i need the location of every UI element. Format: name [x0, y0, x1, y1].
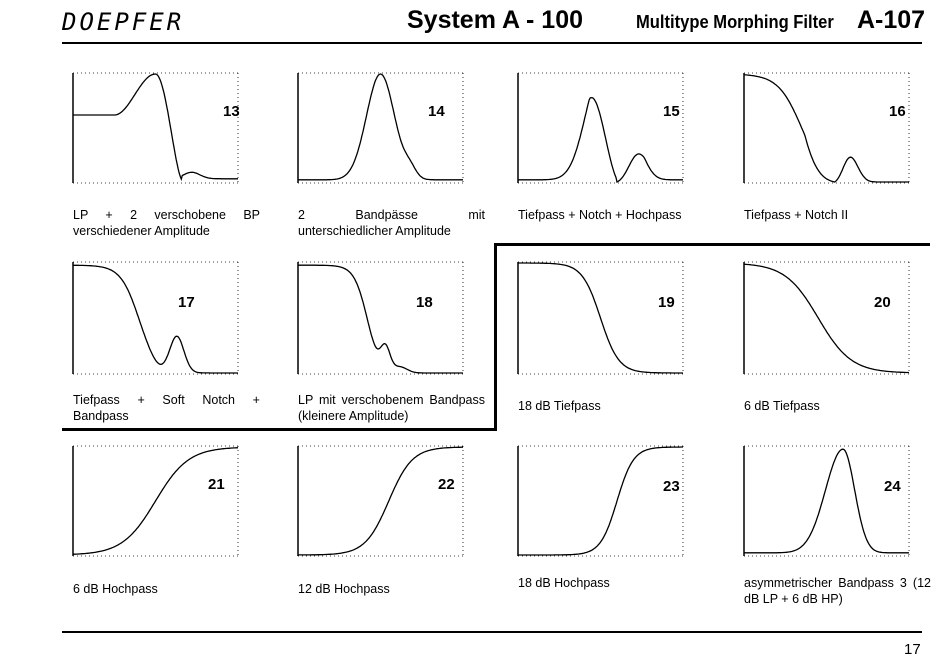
- panel-number: 17: [178, 294, 195, 311]
- panel-number: 18: [416, 294, 433, 311]
- brand-logo: DOEPFER: [62, 8, 185, 36]
- system-title: System A - 100: [407, 6, 584, 34]
- footer-rule: [62, 631, 922, 633]
- response-plot: [518, 262, 683, 374]
- panel-number: 19: [658, 294, 675, 311]
- panel-number: 16: [889, 103, 906, 120]
- filter-panel-22: [298, 446, 498, 615]
- panel-number: 23: [663, 478, 680, 495]
- panel-caption: 6 dB Tiefpass: [744, 399, 820, 413]
- filter-panel-24: [744, 446, 944, 615]
- panel-caption: Tiefpass + Soft Notch + Bandpass: [73, 393, 260, 423]
- response-curve: [744, 264, 909, 372]
- panel-caption: Tiefpass + Notch + Hochpass: [518, 208, 682, 222]
- response-plot: [744, 446, 909, 556]
- response-curve: [518, 98, 683, 182]
- filter-panel-19: [518, 262, 718, 432]
- response-plot: [298, 446, 463, 556]
- panel-caption: LP + 2 verschobene BP verschiedener Amplitude: [73, 208, 260, 238]
- module-number: A-107: [857, 6, 926, 34]
- filter-panel-17: [73, 262, 273, 432]
- panel-number: 22: [438, 476, 455, 493]
- panel-number: 21: [208, 476, 225, 493]
- response-plot: [73, 73, 238, 183]
- filter-panel-16: [744, 73, 944, 247]
- response-curve: [744, 75, 909, 182]
- filter-panel-13: [73, 73, 273, 247]
- response-curve: [298, 265, 463, 373]
- filter-panel-15: [518, 73, 718, 247]
- panel-number: 20: [874, 294, 891, 311]
- panel-number: 13: [223, 103, 240, 120]
- panel-caption: 2 Bandpässe mit unterschiedlicher Amplitude: [298, 208, 485, 238]
- response-plot: [298, 262, 463, 374]
- response-curve: [73, 265, 238, 373]
- response-curve: [518, 263, 683, 373]
- filter-panel-18: [298, 262, 498, 432]
- response-plot: [298, 73, 463, 183]
- response-curve: [744, 449, 909, 553]
- response-curve: [298, 447, 463, 555]
- filter-panel-23: [518, 446, 718, 615]
- panel-number: 24: [884, 478, 901, 495]
- panel-caption: 18 dB Tiefpass: [518, 399, 601, 413]
- filter-panel-14: [298, 73, 498, 247]
- response-plot: [73, 446, 238, 556]
- response-curve: [298, 74, 463, 180]
- filter-panel-21: [73, 446, 273, 615]
- page-number: 17: [904, 641, 921, 658]
- response-curve: [73, 74, 238, 179]
- filter-panel-20: [744, 262, 944, 432]
- response-plot: [518, 73, 683, 183]
- panel-caption: LP mit verschobenem Bandpass (kleinere Amplitude): [298, 393, 485, 423]
- panel-caption: asymmetrischer Bandpass 3 (12 dB LP + 6 dB HP): [744, 576, 931, 606]
- panel-number: 14: [428, 103, 445, 120]
- panel-caption: 18 dB Hochpass: [518, 576, 610, 590]
- response-plot: [518, 446, 683, 556]
- module-subtitle: Multitype Morphing Filter: [636, 12, 834, 32]
- response-plot: [73, 262, 238, 374]
- panel-caption: 6 dB Hochpass: [73, 582, 158, 596]
- panel-number: 15: [663, 103, 680, 120]
- response-curve: [518, 447, 683, 555]
- response-curve: [73, 448, 238, 555]
- response-plot: [744, 262, 909, 374]
- panel-caption: Tiefpass + Notch II: [744, 208, 849, 222]
- panel-caption: 12 dB Hochpass: [298, 582, 390, 596]
- response-plot: [744, 73, 909, 183]
- header-rule: [62, 42, 922, 44]
